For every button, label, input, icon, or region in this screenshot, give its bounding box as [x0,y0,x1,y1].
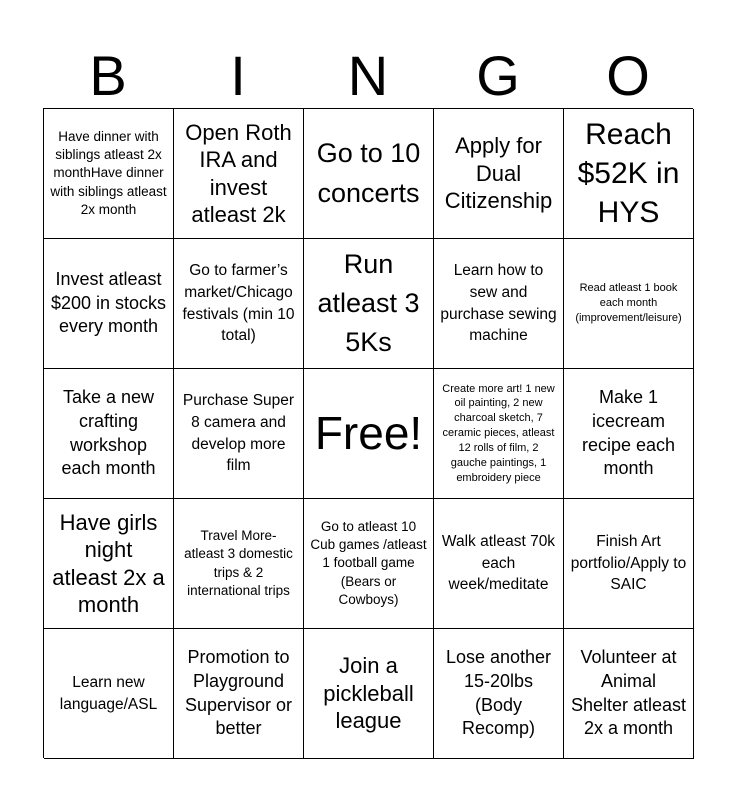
bingo-cell[interactable]: Apply for Dual Citizenship [434,109,564,239]
header-letter-g: G [476,44,520,107]
bingo-cell[interactable]: Lose another 15-20lbs (Body Recomp) [434,629,564,759]
bingo-cell[interactable]: Have dinner with siblings atleast 2x monthHave dinner with siblings atleast 2x month [44,109,174,239]
bingo-cell[interactable]: Make 1 icecream recipe each month [564,369,694,499]
header-letter-b: B [89,44,127,107]
header-letter-n: N [347,44,389,107]
bingo-cell[interactable]: Have girls night atleast 2x a month [44,499,174,629]
bingo-cell[interactable]: Volunteer at Animal Shelter atleast 2x a month [564,629,694,759]
bingo-cell[interactable]: Finish Art portfolio/Apply to SAIC [564,499,694,629]
bingo-cell[interactable]: Go to farmer’s market/Chicago festivals (min 10 total) [174,239,304,369]
bingo-header [43,44,693,108]
bingo-grid [43,108,693,758]
bingo-cell[interactable]: Read atleast 1 book each month (improvement/leisure) [564,239,694,369]
bingo-cell[interactable]: Learn new language/ASL [44,629,174,759]
bingo-cell[interactable]: Purchase Super 8 camera and develop more film [174,369,304,499]
bingo-cell[interactable]: Reach $52K in HYS [564,109,694,239]
bingo-cell[interactable]: Go to 10 concerts [304,109,434,239]
bingo-cell[interactable]: Walk atleast 70k each week/meditate [434,499,564,629]
bingo-cell[interactable]: Learn how to sew and purchase sewing machine [434,239,564,369]
header-letter-i: I [230,44,246,107]
bingo-cell[interactable]: Take a new crafting workshop each month [44,369,174,499]
bingo-cell[interactable]: Go to atleast 10 Cub games /atleast 1 football game (Bears or Cowboys) [304,499,434,629]
bingo-cell[interactable]: Invest atleast $200 in stocks every month [44,239,174,369]
bingo-cell[interactable]: Promotion to Playground Supervisor or better [174,629,304,759]
bingo-cell[interactable]: Open Roth IRA and invest atleast 2k [174,109,304,239]
free-space-cell[interactable]: Free! [304,369,434,499]
bingo-cell[interactable]: Run atleast 3 5Ks [304,239,434,369]
bingo-cell[interactable]: Create more art! 1 new oil painting, 2 new charcoal sketch, 7 ceramic pieces, atleast 12 rolls of film, 2 gauche paintings, 1 embroidery piece [434,369,564,499]
header-letter-o: O [606,44,650,107]
bingo-cell[interactable]: Travel More- atleast 3 domestic trips & 2 international trips [174,499,304,629]
bingo-cell[interactable]: Join a pickleball league [304,629,434,759]
